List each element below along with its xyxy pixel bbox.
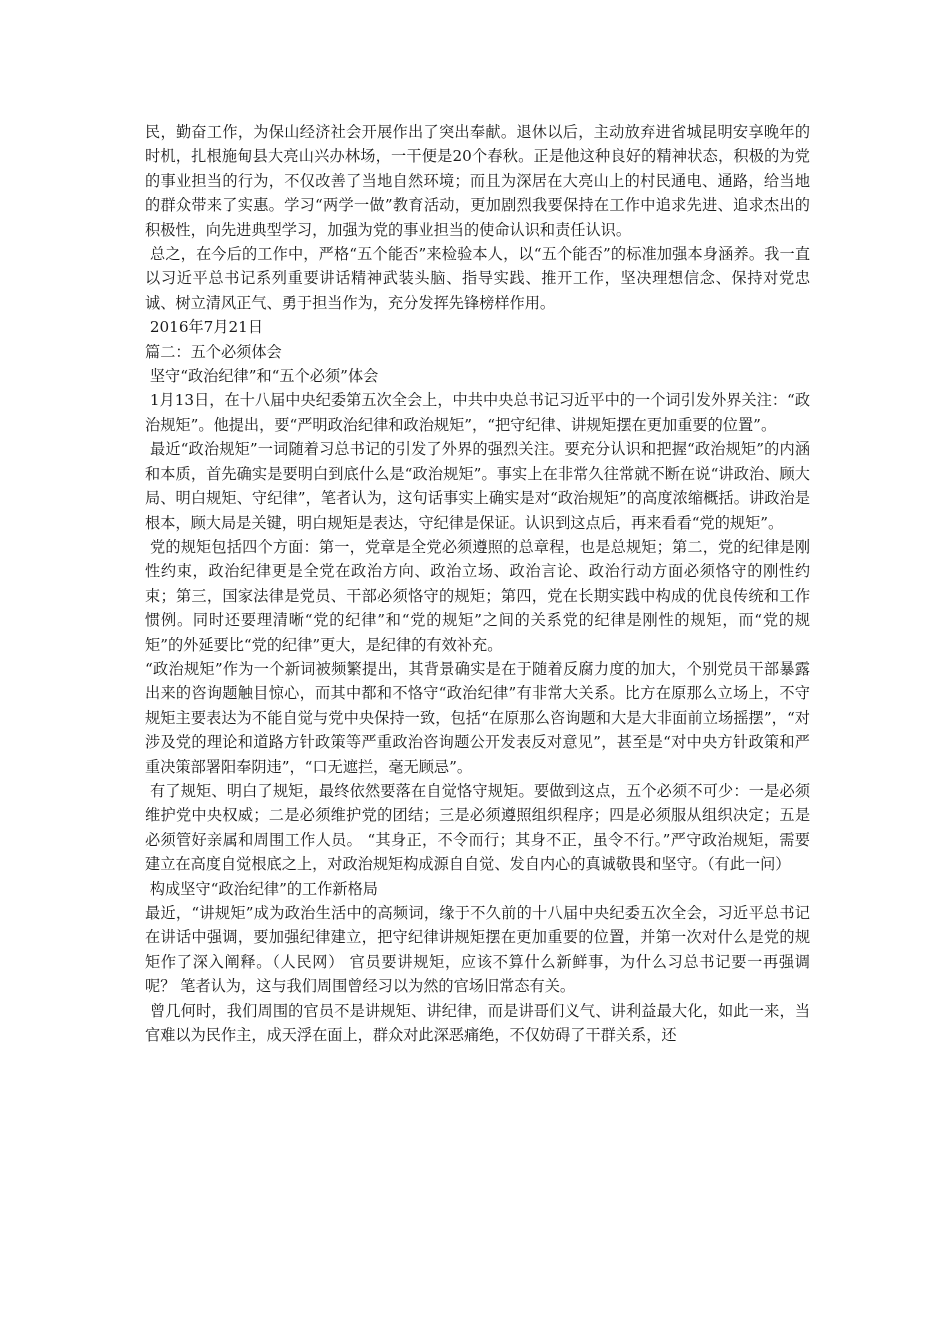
date-line: 2016年7月21日 bbox=[145, 318, 264, 337]
paragraph: 最近“政治规矩”一词随着习总书记的引发了外界的强烈关注。要充分认识和把握“政治规矩”的内涵和本质，首先确实是要明白到底什么是“政治规矩”。事实上在非常久往常就不断在说“讲政治、顾大局、明白规矩、守纪律”，笔者认为，这句话事实上确实是对“政治规矩”的高度浓缩概括。讲政治是根本，顾大局是关键，明白规矩是表达，守纪律是保证。认识到这点后，再来看看“党的规矩”。 bbox=[145, 440, 811, 532]
paragraph: 党的规矩包括四个方面：第一，党章是全党必须遵照的总章程，也是总规矩；第二，党的纪律是刚性约束，政治纪律更是全党在政治方向、政治立场、政治言论、政治行动方面必须恪守的刚性约束；第三，国家法律是党员、干部必须恪守的规矩；第四，党在长期实践中构成的优良传统和工作惯例。同时还要理清晰“党的纪律”和“党的规矩”之间的关系党的纪律是刚性的规矩，而“党的规矩”的外延要比“党的纪律”更大，是纪律的有效补充。 bbox=[145, 537, 811, 654]
paragraph: 曾几何时，我们周围的官员不是讲规矩、讲纪律，而是讲哥们义气、讲利益最大化，如此一来，当官难以为民作主，成天浮在面上，群众对此深恶痛绝，不仅妨碍了干群关系，还 bbox=[145, 1001, 811, 1045]
paragraph: 民，勤奋工作，为保山经济社会开展作出了突出奉献。退休以后，主动放弃进省城昆明安享晚年的时机，扎根施甸县大亮山兴办林场，一干便是20个春秋。正是他这种良好的精神状态，积极的为党的事业担当的行为，不仅改善了当地自然环境；而且为深居在大亮山上的村民通电、通路，给当地的群众带来了实惠。学习“两学一做”教育活动，更加剧烈我要保持在工作中追求先进、追求杰出的积极性，向先进典型学习，加强为党的事业担当的使命认识和责任认识。 bbox=[145, 123, 810, 239]
section-title: 坚守“政治纪律”和“五个必须”体会 bbox=[145, 367, 379, 386]
paragraph: 最近，“讲规矩”成为政治生活中的高频词，缘于不久前的十八届中央纪委五次全会，习近平总书记在讲话中强调，要加强纪律建立，把守纪律讲规矩摆在更加重要的位置，并第一次对什么是党的规矩作了深入阐释。（人民网） 官员要讲规矩，应该不算什么新鲜事，为什么习总书记要一再强调呢？ 笔者认为，这与我们周围曾经习以为然的官场旧常态有关。 bbox=[145, 904, 810, 996]
paragraph: 总之，在今后的工作中，严格“五个能否”来检验本人，以“五个能否”的标准加强本身涵养。我一直以习近平总书记系列重要讲话精神武装头脑、指导实践、推开工作，坚决理想信念、保持对党忠诚、树立清风正气、勇于担当作为，充分发挥先锋榜样作用。 bbox=[145, 245, 811, 312]
section-heading: 篇二：五个必须体会 bbox=[145, 342, 282, 361]
paragraph: “政治规矩”作为一个新词被频繁提出，其背景确实是在于随着反腐力度的加大，个别党员干部暴露出来的咨询题触目惊心，而其中都和不恪守“政治纪律”有非常大关系。比方在原那么立场上，不守规矩主要表达为不能自觉与党中央保持一致，包括“在原那么咨询题和大是大非面前立场摇摆”，“对涉及党的理论和道路方针政策等严重政治咨询题公开发表反对意见”，甚至是“对中央方针政策和严重决策部署阳奉阴违”，“口无遮拦，毫无顾忌”。 bbox=[145, 659, 810, 776]
paragraph: 有了规矩、明白了规矩，最终依然要落在自觉恪守规矩。要做到这点，五个必须不可少：一是必须维护党中央权威；二是必须维护党的团结；三是必须遵照组织程序；四是必须服从组织决定；五是必须管好亲属和周围工作人员。 “其身正，不令而行；其身不正，虽令不行。”严守政治规矩，需要建立在高度自觉根底之上，对政治规矩构成源自自觉、发自内心的真诚敬畏和坚守。（有此一问） bbox=[145, 781, 811, 874]
subsection-title: 构成坚守“政治纪律”的工作新格局 bbox=[145, 879, 378, 898]
paragraph: 1月13日，在十八届中央纪委第五次全会上，中共中央总书记习近平中的一个词引发外界关注：“政治规矩”。他提出，要“严明政治纪律和政治规矩”，“把守纪律、讲规矩摆在更加重要的位置”。 bbox=[145, 391, 811, 434]
document-body bbox=[145, 120, 810, 1047]
